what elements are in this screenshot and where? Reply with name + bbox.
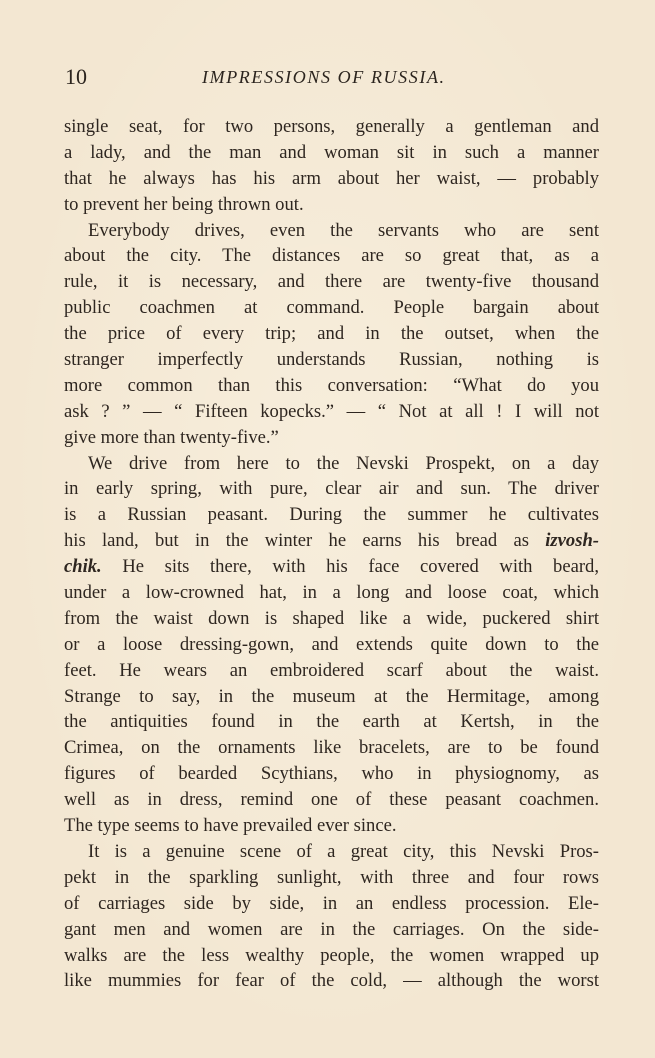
- text-line: rule, it is necessary, and there are twenty-five thousand: [64, 271, 599, 293]
- text-line: stranger imperfectly understands Russian, nothing is: [64, 349, 599, 371]
- text-line: the antiquities found in the earth at Kertsh, in the: [64, 711, 599, 733]
- body-text: [64, 114, 599, 994]
- text-line: to prevent her being thrown out.: [64, 193, 304, 215]
- text-line: more common than this conversation: “What do you: [64, 374, 599, 396]
- text-line: [64, 528, 599, 554]
- text-line: about the city. The distances are so great that, as a: [64, 245, 599, 267]
- text-line: is a Russian peasant. During the summer he cultivates: [64, 504, 599, 526]
- text-line: ask ? ” — “ Fifteen kopecks.” — “ Not at all ! I will not: [64, 400, 599, 422]
- text-line: The type seems to have prevailed ever since.: [64, 815, 397, 837]
- text-line: under a low-crowned hat, in a long and loose coat, which: [64, 582, 599, 604]
- text-line: figures of bearded Scythians, who in physiognomy, as: [64, 763, 599, 785]
- text-line: single seat, for two persons, generally a gentleman and: [64, 116, 599, 137]
- page-number: 10: [65, 64, 87, 89]
- text-line: that he always has his arm about her waist, — probably: [64, 167, 599, 189]
- text-line: Strange to say, in the museum at the Hermitage, among: [64, 685, 599, 707]
- text-line: Everybody drives, even the servants who are sent: [88, 219, 599, 241]
- text-line: like mummies for fear of the cold, — although the worst: [64, 970, 599, 992]
- text-line: feet. He wears an embroidered scarf about the waist.: [64, 659, 599, 681]
- text-line: [64, 554, 599, 580]
- italic-term: chik.: [64, 556, 102, 578]
- text-line: of carriages side by side, in an endless procession. Ele-: [64, 892, 599, 914]
- page-header: [62, 64, 602, 92]
- text-line: gant men and women are in the carriages. On the side-: [64, 918, 599, 940]
- text-segment: He sits there, with his face covered with beard,: [122, 556, 599, 578]
- text-line: give more than twenty-five.”: [64, 426, 279, 448]
- text-line: public coachmen at command. People bargain about: [64, 297, 599, 319]
- running-head: IMPRESSIONS OF RUSSIA.: [202, 67, 446, 87]
- text-line: We drive from here to the Nevski Prospekt, on a day: [88, 452, 599, 474]
- italic-term: izvosh-: [545, 530, 599, 552]
- text-line: pekt in the sparkling sunlight, with three and four rows: [64, 866, 599, 888]
- text-line: Crimea, on the ornaments like bracelets, are to be found: [64, 737, 599, 759]
- text-line: from the waist down is shaped like a wide, puckered shirt: [64, 607, 599, 629]
- text-line: It is a genuine scene of a great city, this Nevski Pros-: [88, 840, 599, 862]
- text-line: a lady, and the man and woman sit in such a manner: [64, 141, 599, 163]
- text-segment: his land, but in the winter he earns his bread as: [64, 530, 529, 552]
- text-line: well as in dress, remind one of these peasant coachmen.: [64, 789, 599, 811]
- text-line: in early spring, with pure, clear air and sun. The driver: [64, 478, 599, 500]
- text-line: the price of every trip; and in the outset, when the: [64, 323, 599, 345]
- text-line: walks are the less wealthy people, the women wrapped up: [64, 944, 599, 966]
- text-line: or a loose dressing-gown, and extends quite down to the: [64, 633, 599, 655]
